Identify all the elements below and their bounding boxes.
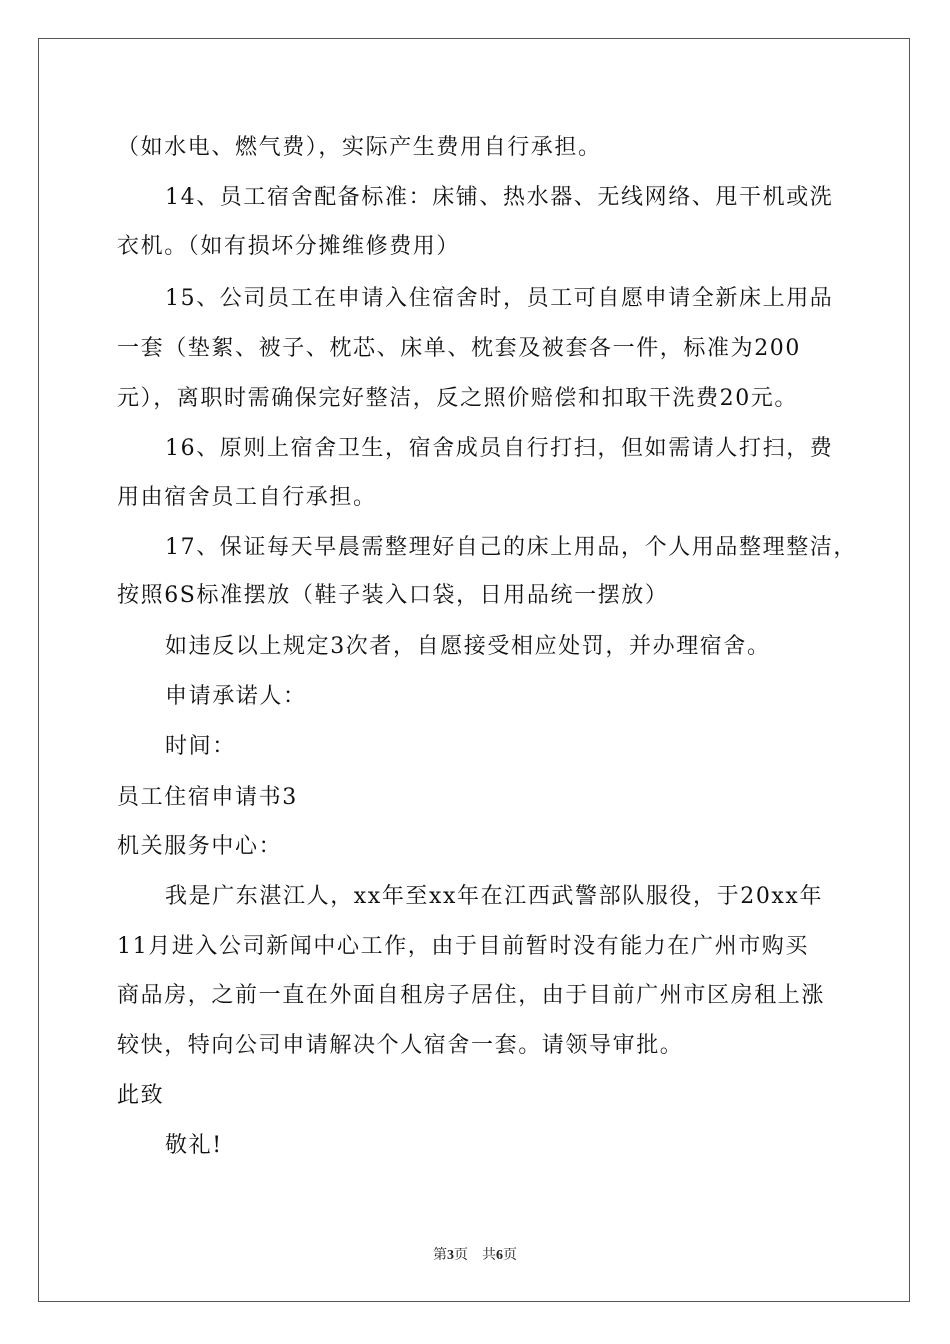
text-line: （如水电、燃气费），实际产生费用自行承担。 xyxy=(117,135,602,160)
text-line: 11月进入公司新闻中心工作，由于目前暂时没有能力在广州市购买 xyxy=(117,934,809,959)
text-line: 15、公司员工在申请入住宿舍时，员工可自愿申请全新床上用品 xyxy=(165,286,834,311)
footer-page-number: 3 xyxy=(447,1248,454,1263)
footer-suffix: 页 xyxy=(503,1248,517,1263)
closing-line: 此致 xyxy=(117,1083,165,1108)
text-line: 17、保证每天早晨需整理好自己的床上用品，个人用品整理整洁， xyxy=(165,535,857,560)
text-line: 我是广东湛江人，xx年至xx年在江西武警部队服役，于20xx年 xyxy=(165,884,824,909)
page-footer xyxy=(0,1244,950,1264)
text-line: 一套（垫絮、被子、枕芯、床单、枕套及被套各一件，标准为200 xyxy=(117,336,801,361)
text-line: 16、原则上宿舍卫生，宿舍成员自行打扫，但如需请人打扫，费 xyxy=(165,436,834,461)
text-line: 用由宿舍员工自行承担。 xyxy=(117,485,377,510)
text-line: 元），离职时需确保完好整洁，反之照价赔偿和扣取干洗费20元。 xyxy=(117,386,798,411)
recipient-line: 机关服务中心： xyxy=(117,834,283,859)
footer-total-pages: 6 xyxy=(496,1248,503,1263)
text-line: 衣机。（如有损坏分摊维修费用） xyxy=(117,234,461,259)
footer-mid: 页 共 xyxy=(454,1248,496,1263)
page-border xyxy=(38,38,910,1302)
text-line: 较快，特向公司申请解决个人宿舍一套。请领导审批。 xyxy=(117,1033,684,1058)
text-line: 14、员工宿舍配备标准：床铺、热水器、无线网络、甩干机或洗 xyxy=(165,185,834,210)
closing-salutation: 敬礼! xyxy=(165,1133,223,1158)
text-line: 申请承诺人： xyxy=(165,684,307,709)
text-line: 商品房，之前一直在外面自租房子居住，由于目前广州市区房租上涨 xyxy=(117,983,826,1008)
text-line: 时间： xyxy=(165,734,236,759)
footer-prefix: 第 xyxy=(433,1248,447,1263)
text-line: 如违反以上规定3次者，自愿接受相应处罚，并办理宿舍。 xyxy=(165,634,771,659)
section-heading: 员工住宿申请书3 xyxy=(117,785,298,810)
text-line: 按照6S标准摆放（鞋子装入口袋，日用品统一摆放） xyxy=(117,583,669,608)
